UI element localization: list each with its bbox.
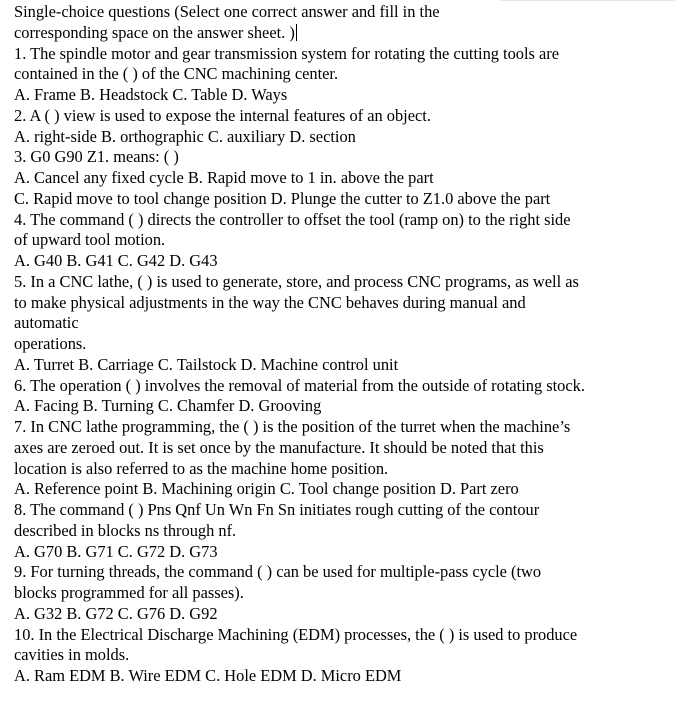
answer-options-line: A. G70 B. G71 C. G72 D. G73 — [14, 541, 218, 561]
question-text-line: operations. — [14, 334, 87, 353]
page-top-border — [500, 0, 675, 1]
answer-options-line: A. Cancel any fixed cycle B. Rapid move to 1 in. above the part — [14, 168, 434, 187]
question-text-line: 6. The operation ( ) involves the removal of material from the outside of rotating stock. — [14, 375, 585, 395]
question-text-line: of upward tool motion. — [14, 230, 166, 250]
answer-options-line: A. G40 B. G41 C. G42 D. G43 — [14, 251, 218, 270]
question-text-line: 9. For turning threads, the command ( ) can be used for multiple-pass cycle (two — [14, 562, 542, 582]
instructions-line-2-text: corresponding space on the answer sheet. ) — [14, 22, 295, 42]
question-text-line: automatic — [14, 313, 79, 333]
question-text-line: axes are zeroed out. It is set once by the manufacture. It should be noted that this — [14, 437, 544, 457]
question-text-line: 4. The command ( ) directs the controller to offset the tool (ramp on) to the right side — [14, 209, 571, 229]
question-2 — [14, 106, 674, 148]
question-text-line: described in blocks ns through nf. — [14, 520, 237, 540]
question-text-line: 10. In the Electrical Discharge Machining (EDM) processes, the ( ) is used to produce — [14, 624, 578, 644]
question-4 — [14, 210, 674, 272]
answer-options-line: C. Rapid move to tool change position D. Plunge the cutter to Z1.0 above the part — [14, 188, 551, 208]
answer-options-line: A. Reference point B. Machining origin C. Tool change position D. Part zero — [14, 479, 519, 499]
question-text-line: location is also referred to as the machine home position. — [14, 458, 389, 478]
question-6 — [14, 376, 674, 418]
question-text-line: contained in the ( ) of the CNC machining center. — [14, 64, 339, 84]
question-text-line: 7. In CNC lathe programming, the ( ) is the position of the turret when the machine’s — [14, 417, 571, 436]
question-5 — [14, 272, 674, 376]
question-text-line: 8. The command ( ) Pns Qnf Un Wn Fn Sn initiates rough cutting of the contour — [14, 500, 540, 519]
question-10 — [14, 625, 674, 687]
question-text-line: 1. The spindle motor and gear transmission system for rotating the cutting tools are — [14, 43, 560, 63]
answer-options-line: A. Turret B. Carriage C. Tailstock D. Machine control unit — [14, 354, 399, 374]
question-9 — [14, 562, 674, 624]
question-text-line: blocks programmed for all passes). — [14, 583, 244, 602]
answer-options-line: A. Ram EDM B. Wire EDM C. Hole EDM D. Micro EDM — [14, 666, 402, 685]
instructions — [14, 2, 674, 44]
answer-options-line: A. right-side B. orthographic C. auxiliary D. section — [14, 126, 356, 146]
answer-options-line: A. Frame B. Headstock C. Table D. Ways — [14, 85, 288, 104]
document-body — [14, 2, 674, 687]
question-1 — [14, 44, 674, 106]
instructions-line-2[interactable] — [14, 23, 674, 44]
text-cursor — [296, 24, 298, 41]
question-text-line: 2. A ( ) view is used to expose the internal features of an object. — [14, 105, 431, 125]
question-list — [14, 44, 674, 687]
question-text-line: to make physical adjustments in the way the CNC behaves during manual and — [14, 292, 526, 312]
question-text-line: cavities in molds. — [14, 645, 130, 665]
question-7 — [14, 417, 674, 500]
instructions-line-1: Single-choice questions (Select one correct answer and fill in the — [14, 2, 440, 21]
question-text-line: 5. In a CNC lathe, ( ) is used to generate, store, and process CNC programs, as well as — [14, 271, 579, 291]
answer-options-line: A. G32 B. G72 C. G76 D. G92 — [14, 603, 218, 623]
answer-options-line: A. Facing B. Turning C. Chamfer D. Grooving — [14, 396, 322, 416]
question-8 — [14, 500, 674, 562]
question-text-line: 3. G0 G90 Z1. means: ( ) — [14, 147, 179, 167]
question-3 — [14, 147, 674, 209]
